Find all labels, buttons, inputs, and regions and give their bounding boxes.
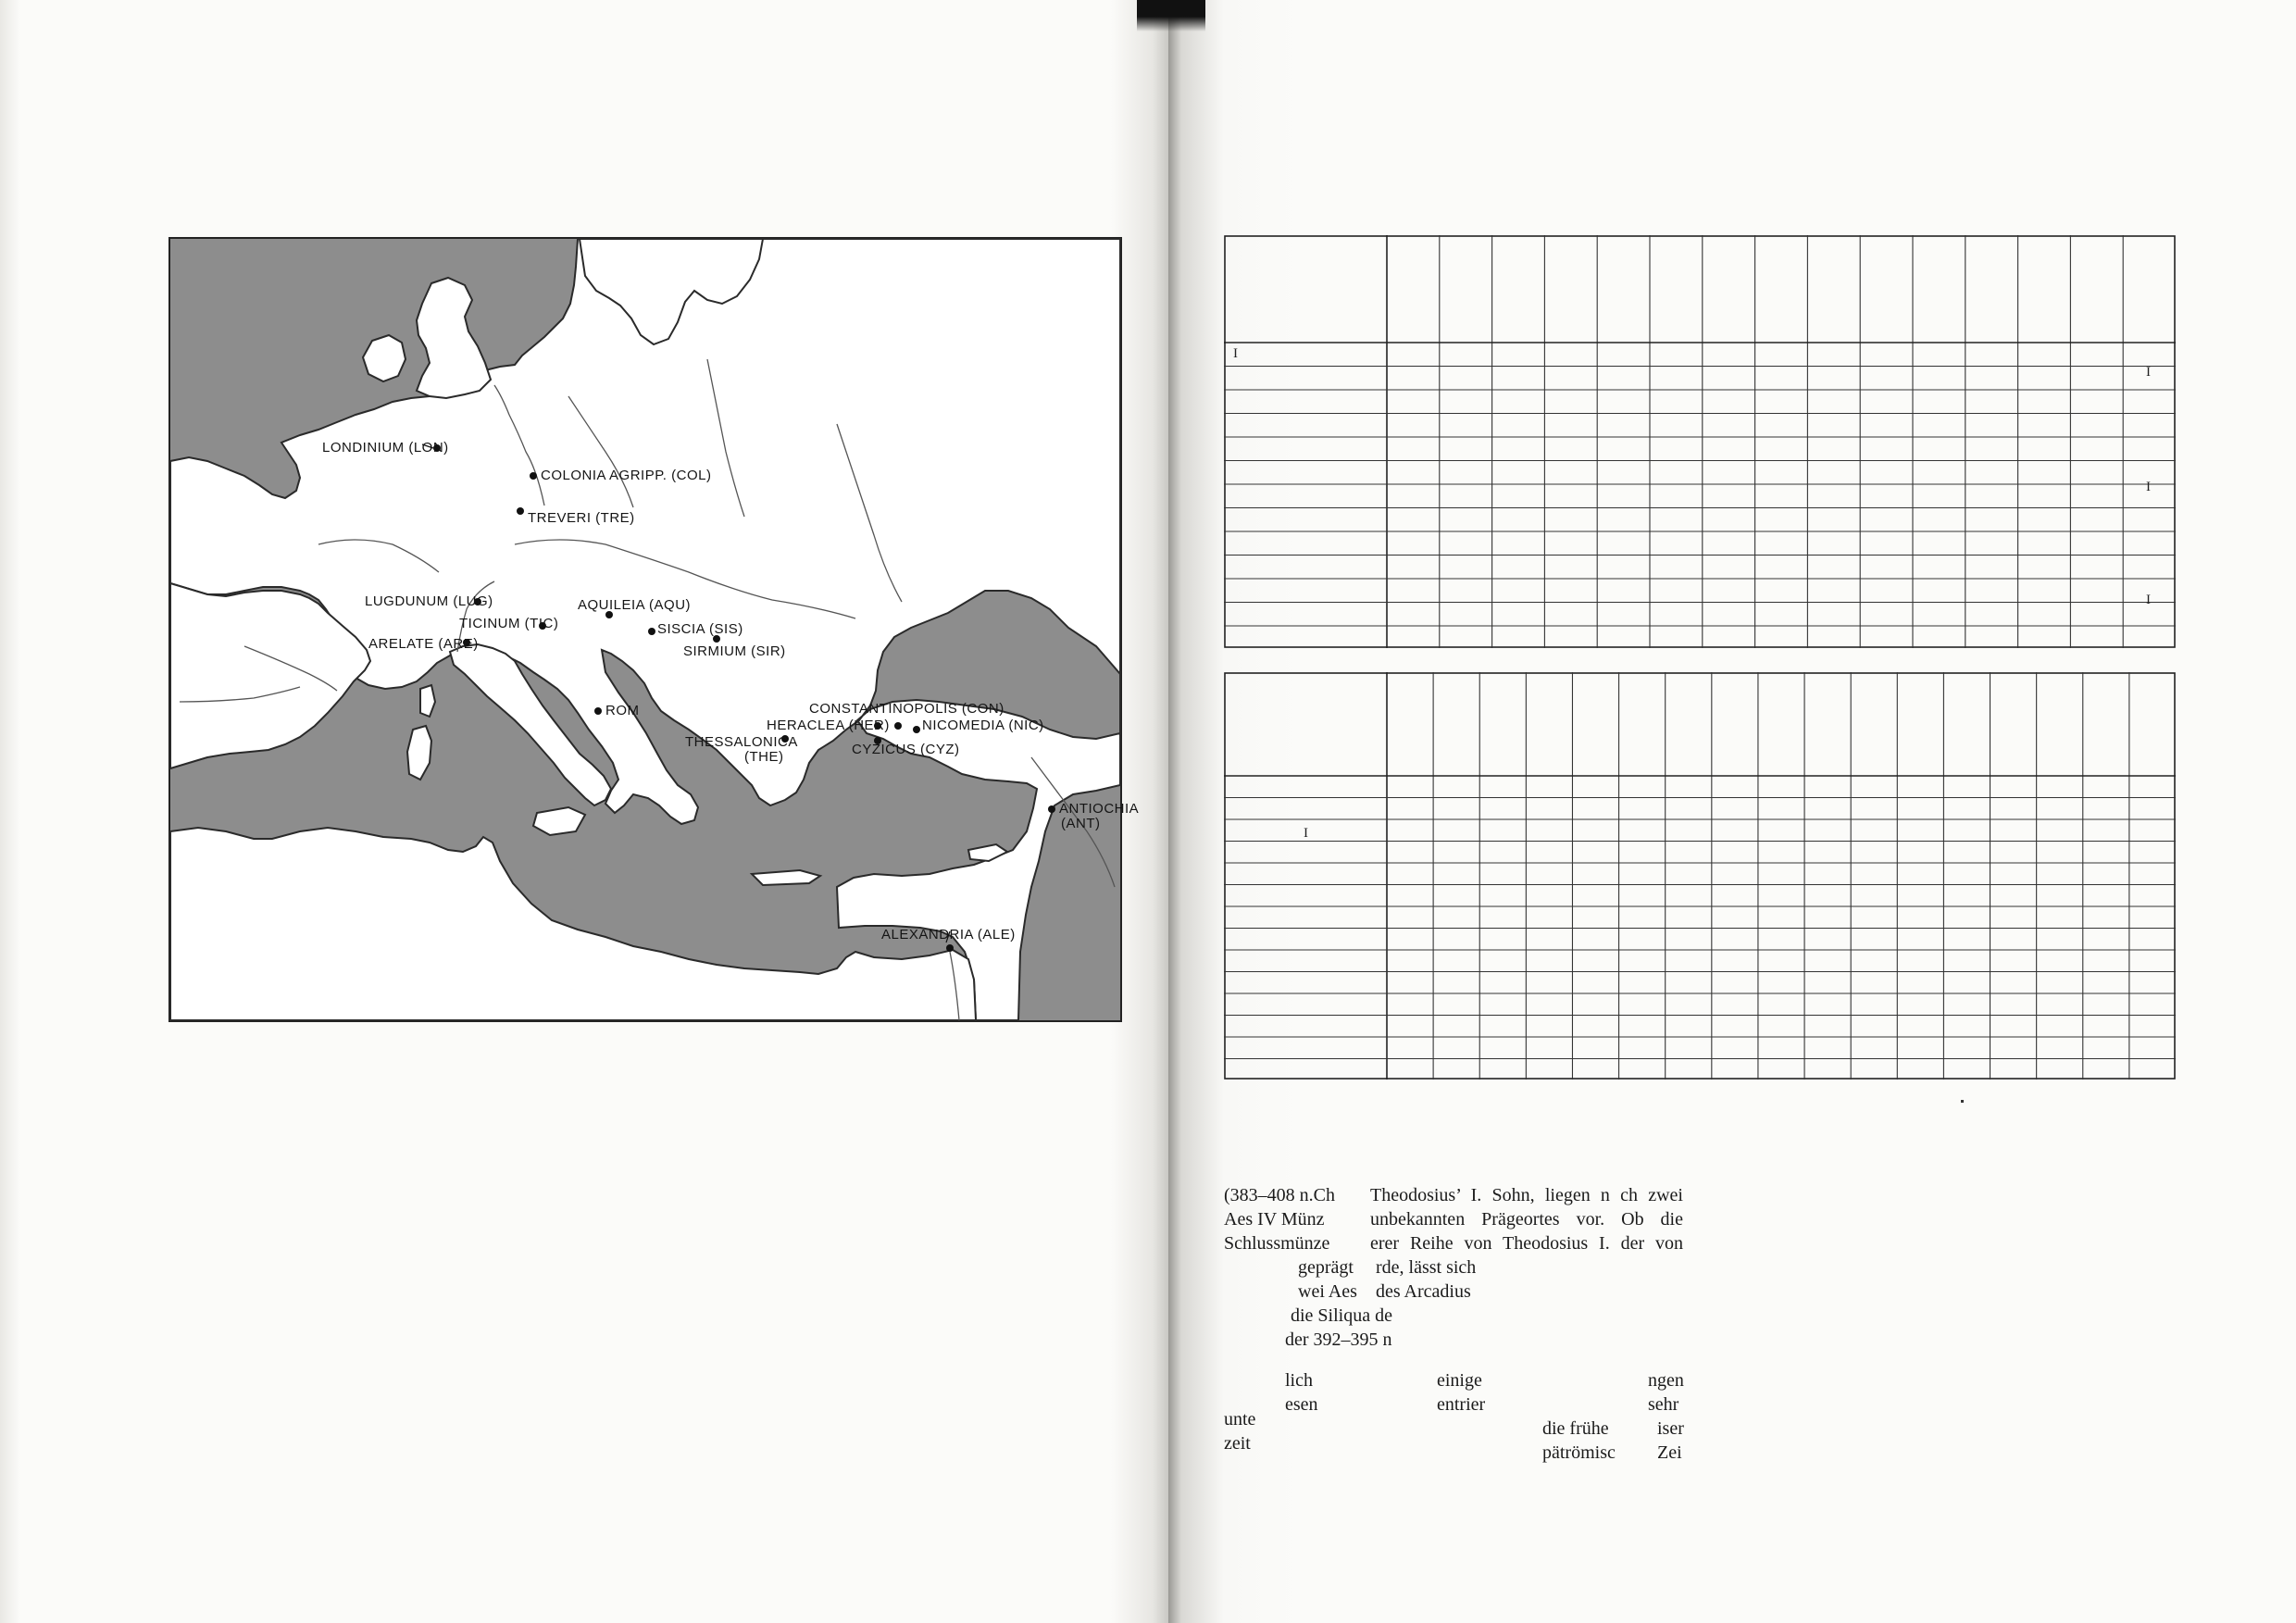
- text-col2-line3: erer Reihe von Theodosius I. der von: [1370, 1233, 1683, 1254]
- text-low-g: unte: [1224, 1409, 1256, 1429]
- text-mid-left-1: geprägt: [1298, 1257, 1354, 1278]
- mint-label-aqu: AQUILEIA (AQU): [578, 597, 692, 613]
- right-mark-2: I: [2146, 593, 2151, 607]
- mint-dot-ant: [1048, 805, 1055, 813]
- text-low-c: einige: [1437, 1370, 1482, 1391]
- text-mid-left-4: der 392–395 n: [1285, 1330, 1392, 1350]
- text-low-l: Zei: [1657, 1442, 1682, 1463]
- mint-label-cyz: CYZICUS (CYZ): [852, 742, 960, 757]
- mint-label-lon: LONDINIUM (LON): [322, 440, 449, 456]
- text-col1-line2: Aes IV Münz: [1224, 1209, 1325, 1230]
- right-mark-1: I: [2146, 480, 2151, 494]
- text-low-k: pätrömisc: [1542, 1442, 1616, 1463]
- text-mid-right-1: rde, lässt sich: [1376, 1257, 1477, 1278]
- text-col1-line1: (383–408 n.Ch: [1224, 1185, 1335, 1205]
- table-bottom-rows: [1224, 776, 2176, 1059]
- text-low-a: lich: [1285, 1370, 1313, 1391]
- tally-table-top: [1224, 235, 2176, 648]
- text-low-j: iser: [1657, 1418, 1684, 1439]
- mint-label-tre: TREVERI (TRE): [528, 510, 635, 526]
- text-low-b: esen: [1285, 1394, 1318, 1415]
- mint-label-col: COLONIA AGRIPP. (COL): [541, 468, 712, 483]
- book-spine: [1137, 0, 1205, 31]
- mint-dot-rom: [594, 707, 602, 715]
- text-mid-right-2: des Arcadius: [1376, 1281, 1471, 1302]
- mint-map: [168, 237, 1140, 1022]
- text-col1-line3: Schlussmünze: [1224, 1233, 1330, 1254]
- mint-label-con: CONSTANTINOPOLIS (CON): [809, 701, 1004, 717]
- text-low-h: zeit: [1224, 1433, 1251, 1454]
- mint-label-ale: ALEXANDRIA (ALE): [881, 927, 1016, 943]
- row-label-top-0: I: [1233, 346, 1238, 361]
- mint-label-the-code: (THE): [744, 749, 784, 765]
- tally-table-bottom: [1224, 672, 2176, 1080]
- text-low-e: ngen: [1648, 1370, 1684, 1391]
- tally-table-bottom-svg: [1224, 672, 2176, 1080]
- stray-mark: [1961, 1100, 1964, 1103]
- text-low-d: entrier: [1437, 1394, 1486, 1415]
- mint-dot-sis: [648, 628, 655, 635]
- mint-label-nic: NICOMEDIA (NIC): [922, 718, 1044, 733]
- right-mark-0: I: [2146, 365, 2151, 380]
- mint-label-ant-code: (ANT): [1061, 816, 1101, 831]
- mint-dot-nic: [913, 726, 920, 733]
- mint-dot-tre: [517, 507, 524, 515]
- mint-label-sis: SISCIA (SIS): [657, 621, 743, 637]
- text-low-i: die frühe: [1542, 1418, 1609, 1439]
- mint-label-lug: LUGDUNUM (LUG): [365, 593, 493, 609]
- mint-label-the: THESSALONICA: [685, 734, 798, 750]
- table-bottom-columns: [1387, 672, 2129, 1080]
- table-top-border: [1225, 236, 2175, 647]
- tally-table-top-svg: [1224, 235, 2176, 648]
- text-col2-line2: unbekannten Prägeortes vor. Ob die: [1370, 1209, 1683, 1230]
- table-bottom-border: [1225, 673, 2175, 1079]
- mint-label-sir: SIRMIUM (SIR): [683, 643, 786, 659]
- text-mid-left-3: die Siliqua de: [1291, 1305, 1392, 1326]
- mint-label-rom: ROM: [605, 703, 640, 718]
- table-top-columns: [1387, 235, 2123, 648]
- mint-label-her: HERACLEA (HER): [767, 718, 890, 733]
- table-top-rows: [1224, 343, 2176, 626]
- mint-label-are: ARELATE (ARE): [368, 636, 479, 652]
- text-col2-line1: Theodosius’ I. Sohn, liegen n ch zwei: [1370, 1185, 1683, 1205]
- mint-label-ant: ANTIOCHIA: [1059, 801, 1140, 817]
- mint-label-tic: TICINUM (TIC): [459, 616, 559, 631]
- text-mid-left-2: wei Aes: [1298, 1281, 1357, 1302]
- mint-dot-con: [894, 722, 902, 730]
- text-low-f: sehr: [1648, 1394, 1679, 1415]
- mint-dot-ale: [946, 944, 954, 952]
- mint-dot-col: [530, 472, 537, 480]
- crete: [752, 870, 820, 885]
- row-mark-bottom: I: [1304, 826, 1308, 841]
